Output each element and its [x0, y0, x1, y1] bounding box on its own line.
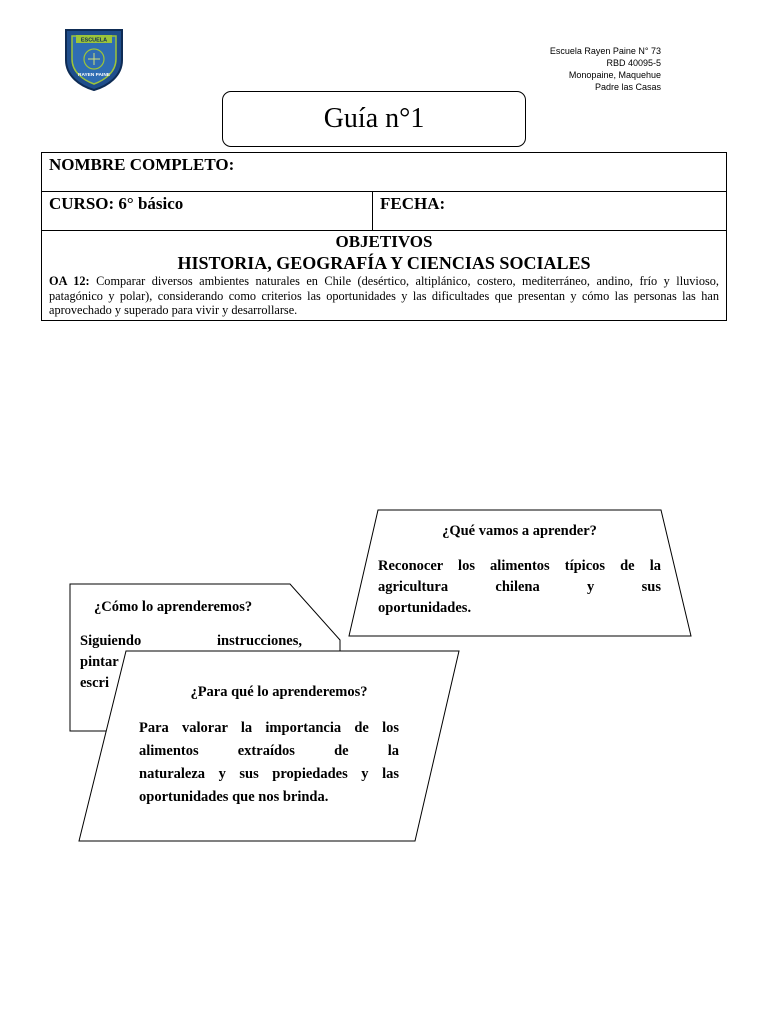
para-line-1: Para valorar la importancia de los: [139, 720, 399, 736]
objectives-heading: OBJETIVOS: [335, 232, 433, 251]
para-line-3: naturaleza y sus propiedades y las: [139, 766, 399, 782]
para-line-4: oportunidades que nos brinda.: [139, 789, 329, 805]
guide-title-text: Guía n°1: [323, 103, 425, 134]
subject-heading: HISTORIA, GEOGRAFÍA Y CIENCIAS SOCIALES: [177, 253, 591, 273]
nombre-label: NOMBRE COMPLETO:: [49, 155, 235, 174]
curso-label: CURSO: 6° básico: [42, 192, 373, 230]
logo-text-top: ESCUELA: [80, 37, 108, 44]
oa-description: Comparar diversos ambientes naturales en Chile (desértico, altiplánico, costero, mediterráneo, andino, frío y lluvioso, patagónico y polar), considerando como criterios las oportunidades y las dificultades que presentan y cómo las personas las han aprovechado y superado para vivir y desarrollarse.: [49, 274, 719, 318]
para-title: ¿Para qué lo aprenderemos?: [190, 684, 368, 700]
que-line-1: Reconocer los alimentos típicos de la: [378, 558, 661, 574]
school-name: Escuela Rayen Paine N° 73: [549, 46, 661, 56]
como-line-2: pintar: [80, 654, 119, 670]
school-location: Monopaine, Maquehue: [568, 70, 661, 80]
logo-text-bottom: RAYEN PAINE: [78, 73, 110, 78]
school-rbd: RBD 40095-5: [606, 58, 661, 68]
oa-code: OA 12:: [49, 274, 90, 288]
que-title: ¿Qué vamos a aprender?: [442, 523, 597, 539]
como-line-1: Siguiendo instrucciones,: [80, 633, 302, 649]
que-line-3: oportunidades.: [378, 600, 472, 616]
como-title: ¿Cómo lo aprenderemos?: [94, 599, 253, 615]
para-box: [139, 682, 399, 809]
como-line-3: escri: [80, 675, 109, 691]
que-line-2: agricultura chilena y sus: [378, 579, 661, 595]
fecha-label: FECHA:: [380, 194, 446, 213]
school-commune: Padre las Casas: [594, 82, 661, 92]
para-line-2: alimentos extraídos de la: [139, 743, 399, 759]
